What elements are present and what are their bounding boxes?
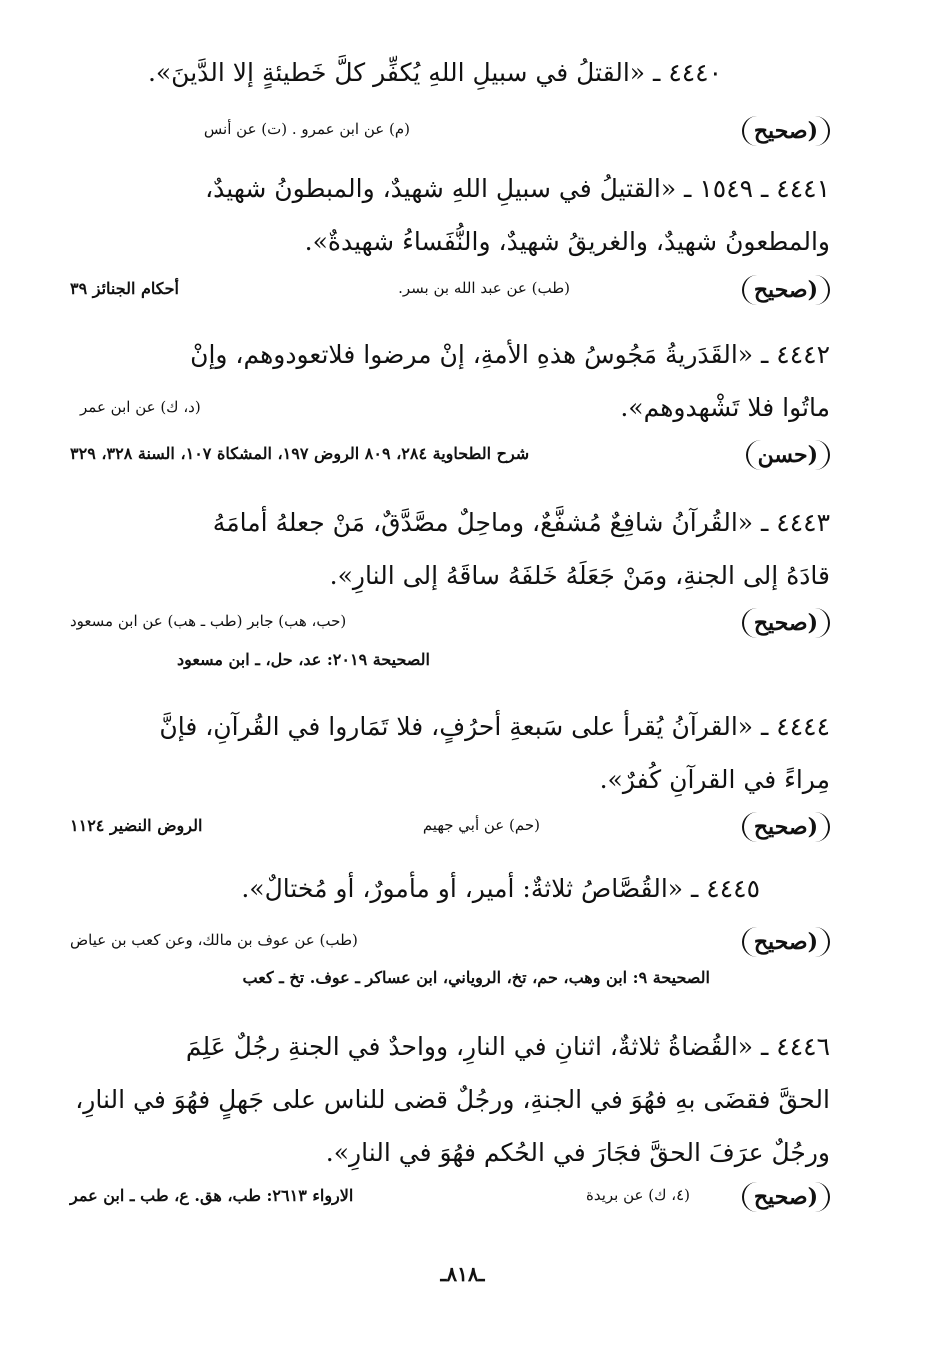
reference-note: شرح الطحاوية ٢٨٤، ٨٠٩ الروض ١٩٧، المشكاة ١٠٧، السنة ٣٢٨، ٣٢٩ <box>70 444 530 463</box>
hadith-text-line: والمطعونُ شهيدٌ، والغريقُ شهيدٌ، والنُّفَساءُ شهيدةٌ». <box>304 227 830 256</box>
hadith-4440-meta <box>70 114 830 154</box>
source-attribution: (٤، ك) عن بريدة <box>585 1186 690 1204</box>
extra-reference: الصحيحة ٢٠١٩: عد، حل، ـ ابن مسعود <box>177 650 430 669</box>
hadith-4446-meta <box>70 1180 830 1220</box>
hadith-4443 <box>60 496 830 602</box>
page-number: ـ٨١٨ـ <box>440 1262 485 1286</box>
source-attribution: (م) عن ابن عمرو . (ت) عن أنس <box>203 120 410 138</box>
hadith-text-line: ماتُوا فلا تَشْهدوهم». <box>620 393 830 422</box>
grade-label: (حسن <box>746 440 830 470</box>
hadith-text-line: ٤٤٤٢ ـ «القَدَريةُ مَجُوسُ هذهِ الأمةِ، إنْ مرضوا فلاتعودوهم، وإنْ <box>190 340 830 369</box>
grade-label: (صحيح <box>742 275 830 305</box>
hadith-4444-meta <box>70 810 830 850</box>
hadith-text-line: الحقَّ فقضَى بهِ فهُوَ في الجنةِ، ورجُلٌ قضى للناس على جَهلٍ فهُوَ في النارِ، <box>75 1085 830 1114</box>
grade-label: (صحيح <box>742 1182 830 1212</box>
source-attribution: (د، ك) عن ابن عمر <box>80 398 201 416</box>
hadith-4445 <box>180 862 760 915</box>
hadith-4444 <box>60 700 830 806</box>
hadith-4445-meta <box>70 925 830 965</box>
source-attribution: (طب) عن عبد الله بن بسر. <box>398 279 570 297</box>
extra-reference: الصحيحة ٩: ابن وهب، حم، تخ، الروياني، ابن عساكر ـ عوف. تخ ـ كعب <box>242 968 710 987</box>
source-attribution: (حم) عن أبي جهيم <box>422 816 540 834</box>
reference-note: الروض النضير ١١٢٤ <box>70 816 203 835</box>
hadith-text-line: مِراءً في القرآنِ كُفرٌ». <box>599 765 830 794</box>
hadith-4443-meta <box>70 606 830 646</box>
reference-note: أحكام الجنائز ٣٩ <box>70 279 179 298</box>
hadith-4441-meta <box>70 273 830 313</box>
grade-label: (صحيح <box>742 116 830 146</box>
hadith-text-line: قادَهُ إلى الجنةِ، ومَنْ جَعَلَهُ خَلفَهُ ساقَهُ إلى النارِ». <box>329 561 830 590</box>
grade-label: (صحيح <box>742 812 830 842</box>
grade-label: (صحيح <box>742 927 830 957</box>
hadith-text-line: ٤٤٤١ ـ ١٥٤٩ ـ «القتيلُ في سبيلِ اللهِ شهيدٌ، والمبطونُ شهيدٌ، <box>205 174 830 203</box>
hadith-text-line: ٤٤٤٤ ـ «القرآنُ يُقرأ على سَبعةِ أحرُفٍ، فلا تَمَاروا في القُرآنِ، فإنَّ <box>159 712 830 741</box>
hadith-4446 <box>60 1020 830 1179</box>
hadith-text-line: ٤٤٤٠ ـ «القتلُ في سبيلِ اللهِ يُكفِّر كلَّ خَطيئةٍ إلا الدَّينَ». <box>147 58 723 87</box>
source-attribution: (طب) عن عوف بن مالك، وعن كعب بن عياض <box>70 931 358 949</box>
hadith-4442-meta <box>70 438 830 478</box>
hadith-4442 <box>60 328 830 434</box>
hadith-text-line: ٤٤٤٦ ـ «القُضاةُ ثلاثةٌ، اثنانِ في النارِ، وواحدٌ في الجنةِ رجُلٌ عَلِمَ <box>185 1032 830 1061</box>
grade-label: (صحيح <box>742 608 830 638</box>
reference-note: الارواء ٢٦١٣: طب، هق. ع، طب ـ ابن عمر <box>70 1186 354 1205</box>
hadith-text-line: ٤٤٤٥ ـ «القُصَّاصُ ثلاثةٌ: أمير، أو مأمورٌ، أو مُختالٌ». <box>241 874 760 903</box>
hadith-text-line: ٤٤٤٣ ـ «القُرآنُ شافِعٌ مُشفَّعٌ، وماحِلٌ مصَّدَّقٌ، مَنْ جعلهُ أمامَهُ <box>212 508 830 537</box>
hadith-text-line: ورجُلٌ عرَفَ الحقَّ فجَارَ في الحُكم فهُوَ في النارِ». <box>325 1138 830 1167</box>
source-attribution: (حب، هب) جابر (طب ـ هب) عن ابن مسعود <box>70 612 347 630</box>
hadith-4441 <box>60 162 830 268</box>
hadith-4440 <box>90 46 780 99</box>
